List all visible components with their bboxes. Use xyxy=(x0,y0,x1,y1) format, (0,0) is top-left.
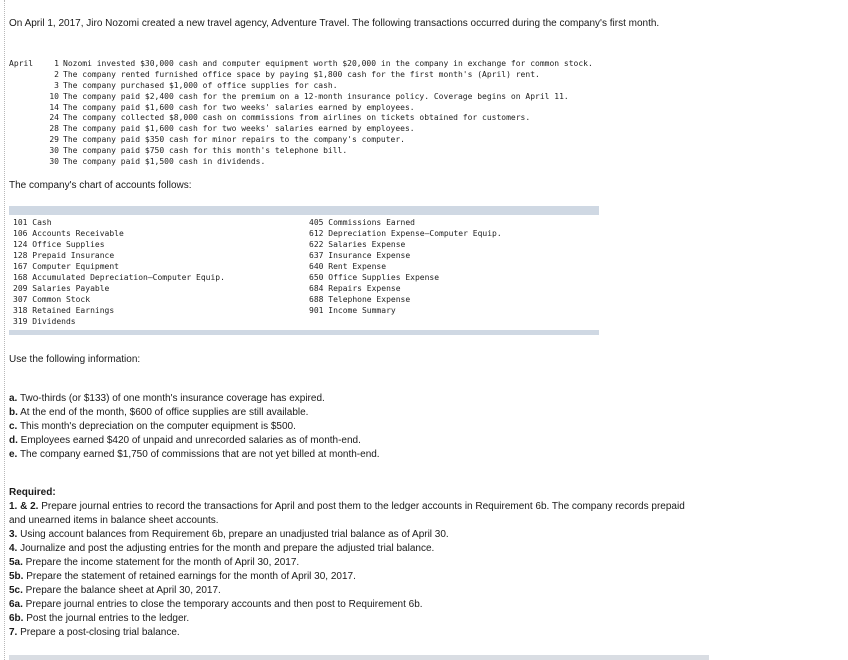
chart-of-accounts-heading: The company's chart of accounts follows: xyxy=(9,180,192,191)
transaction-row xyxy=(9,58,593,69)
requirement-item-key: 5a. xyxy=(9,557,23,568)
requirement-item-text: Prepare the statement of retained earnings for the month of April 30, 2017. xyxy=(23,571,356,582)
information-item-text: At the end of the month, $600 of office supplies are still available. xyxy=(17,407,309,418)
information-item xyxy=(9,420,380,434)
information-item-key: b. xyxy=(9,407,18,418)
requirement-item xyxy=(9,598,699,612)
transaction-day: 3 xyxy=(54,80,59,90)
transaction-month: April xyxy=(9,59,34,68)
transaction-day: 30 xyxy=(49,146,59,156)
transaction-text: The company collected $8,000 cash on commissions from airlines on tickets obtained for customers. xyxy=(63,113,531,123)
information-item xyxy=(9,392,380,406)
intro-paragraph: On April 1, 2017, Jiro Nozomi created a new travel agency, Adventure Travel. The following transactions occurred during the company's first month. xyxy=(9,18,660,29)
transaction-text: The company paid $750 cash for this month's telephone bill. xyxy=(63,146,348,156)
chart-of-accounts-table xyxy=(9,206,599,336)
requirement-item xyxy=(9,584,699,598)
table-header-bar xyxy=(9,206,599,215)
transaction-month xyxy=(9,112,45,123)
transaction-month xyxy=(9,156,45,167)
transaction-month xyxy=(9,145,45,156)
requirement-item-key: 6b. xyxy=(9,613,24,624)
transaction-month xyxy=(9,134,45,145)
requirement-item-key: 5b. xyxy=(9,571,24,582)
requirement-item xyxy=(9,612,699,626)
account-row: 307 Common Stock xyxy=(13,295,91,304)
transaction-row xyxy=(9,123,593,134)
account-row: 106 Accounts Receivable xyxy=(13,229,124,238)
problem-page xyxy=(4,0,715,660)
requirement-item-key: 3. xyxy=(9,529,18,540)
account-row: 128 Prepaid Insurance xyxy=(13,251,115,260)
account-row: 405 Commissions Earned xyxy=(309,218,415,227)
transaction-month xyxy=(9,69,45,80)
transaction-day: 24 xyxy=(49,113,59,123)
information-item-text: Employees earned $420 of unpaid and unrecorded salaries as of month-end. xyxy=(17,435,361,446)
requirement-item xyxy=(9,556,699,570)
account-row: 901 Income Summary xyxy=(309,306,396,315)
transaction-month xyxy=(9,102,45,113)
information-item-text: The company earned $1,750 of commissions that are not yet billed at month-end. xyxy=(17,449,380,460)
transaction-month xyxy=(9,123,45,134)
transaction-row xyxy=(9,156,593,167)
account-row: 124 Office Supplies xyxy=(13,240,105,249)
information-item xyxy=(9,448,380,462)
requirement-item-key: 6a. xyxy=(9,599,23,610)
transaction-day: 30 xyxy=(49,157,59,167)
requirement-item-key: 1. & 2. xyxy=(9,501,39,512)
transaction-row xyxy=(9,80,593,91)
requirement-item-text: Prepare journal entries to close the temporary accounts and then post to Requirement 6b. xyxy=(22,599,423,610)
requirement-item-text: Prepare a post-closing trial balance. xyxy=(17,627,180,638)
transaction-row xyxy=(9,91,593,102)
information-item-text: This month's depreciation on the computer equipment is $500. xyxy=(17,421,296,432)
transaction-text: The company purchased $1,000 of office supplies for cash. xyxy=(63,80,338,90)
transactions-list xyxy=(9,58,593,167)
transaction-row xyxy=(9,134,593,145)
account-row: 612 Depreciation Expense—Computer Equip. xyxy=(309,229,502,238)
transaction-text: The company paid $1,600 cash for two weeks' salaries earned by employees. xyxy=(63,124,415,134)
requirements-section xyxy=(9,486,699,640)
table-footer-bar xyxy=(9,330,599,335)
requirement-item xyxy=(9,528,699,542)
transaction-day: 14 xyxy=(49,102,59,112)
information-list xyxy=(9,392,380,462)
transaction-day: 29 xyxy=(49,135,59,145)
transaction-row xyxy=(9,145,593,156)
information-item xyxy=(9,406,380,420)
transaction-day: 1 xyxy=(54,59,59,68)
accounts-left-column xyxy=(13,217,225,327)
account-row: 101 Cash xyxy=(13,218,52,227)
transaction-text: Nozomi invested $30,000 cash and computer equipment worth $20,000 in the company in exchange for common stock. xyxy=(63,59,593,68)
transaction-day: 10 xyxy=(49,91,59,101)
accounts-right-column xyxy=(309,217,502,316)
transaction-row xyxy=(9,112,593,123)
transaction-text: The company rented furnished office space by paying $1,800 cash for the first month's (April) rent. xyxy=(63,69,540,79)
requirement-item xyxy=(9,500,699,528)
required-heading: Required: xyxy=(9,487,56,498)
account-row: 168 Accumulated Depreciation—Computer Equip. xyxy=(13,273,225,282)
information-item-key: d. xyxy=(9,435,18,446)
transaction-text: The company paid $1,600 cash for two weeks' salaries earned by employees. xyxy=(63,102,415,112)
account-row: 637 Insurance Expense xyxy=(309,251,411,260)
account-row: 167 Computer Equipment xyxy=(13,262,119,271)
information-item xyxy=(9,434,380,448)
transaction-row xyxy=(9,69,593,80)
transaction-month xyxy=(9,80,45,91)
requirement-item xyxy=(9,626,699,640)
transaction-day: 28 xyxy=(49,124,59,134)
requirement-item-text: Prepare the balance sheet at April 30, 2017. xyxy=(22,585,221,596)
transaction-row xyxy=(9,102,593,113)
requirement-item-text: Journalize and post the adjusting entries for the month and prepare the adjusted trial balance. xyxy=(17,543,435,554)
account-row: 622 Salaries Expense xyxy=(309,240,406,249)
information-heading: Use the following information: xyxy=(9,354,141,365)
requirement-item-text: Prepare the income statement for the month of April 30, 2017. xyxy=(22,557,300,568)
transaction-text: The company paid $1,500 cash in dividends. xyxy=(63,157,266,167)
requirement-item-key: 5c. xyxy=(9,585,23,596)
transaction-day: 2 xyxy=(54,69,59,79)
account-row: 688 Telephone Expense xyxy=(309,295,411,304)
account-row: 650 Office Supplies Expense xyxy=(309,273,440,282)
information-item-key: e. xyxy=(9,449,18,460)
transaction-text: The company paid $350 cash for minor repairs to the company's computer. xyxy=(63,135,405,145)
information-item-key: c. xyxy=(9,421,18,432)
requirement-item xyxy=(9,542,699,556)
account-row: 318 Retained Earnings xyxy=(13,306,115,315)
requirement-item-key: 4. xyxy=(9,543,18,554)
account-row: 684 Repairs Expense xyxy=(309,284,401,293)
account-row: 640 Rent Expense xyxy=(309,262,387,271)
information-item-text: Two-thirds (or $133) of one month's insurance coverage has expired. xyxy=(17,393,325,404)
account-row: 319 Dividends xyxy=(13,317,76,326)
information-item-key: a. xyxy=(9,393,18,404)
transaction-month xyxy=(9,91,45,102)
requirement-item-text: Using account balances from Requirement 6b, prepare an unadjusted trial balance as of April 30. xyxy=(17,529,449,540)
bottom-divider xyxy=(9,655,709,660)
requirement-item-key: 7. xyxy=(9,627,18,638)
requirement-item-text: Post the journal entries to the ledger. xyxy=(23,613,190,624)
account-row: 209 Salaries Payable xyxy=(13,284,110,293)
requirement-item-text: Prepare journal entries to record the transactions for April and post them to the ledger accounts in Requirement 6b. The company records prepaid and unearned items in balance sheet accounts. xyxy=(9,501,685,526)
requirement-item xyxy=(9,570,699,584)
transaction-text: The company paid $2,400 cash for the premium on a 12-month insurance policy. Coverage begins on April 11. xyxy=(63,91,569,101)
